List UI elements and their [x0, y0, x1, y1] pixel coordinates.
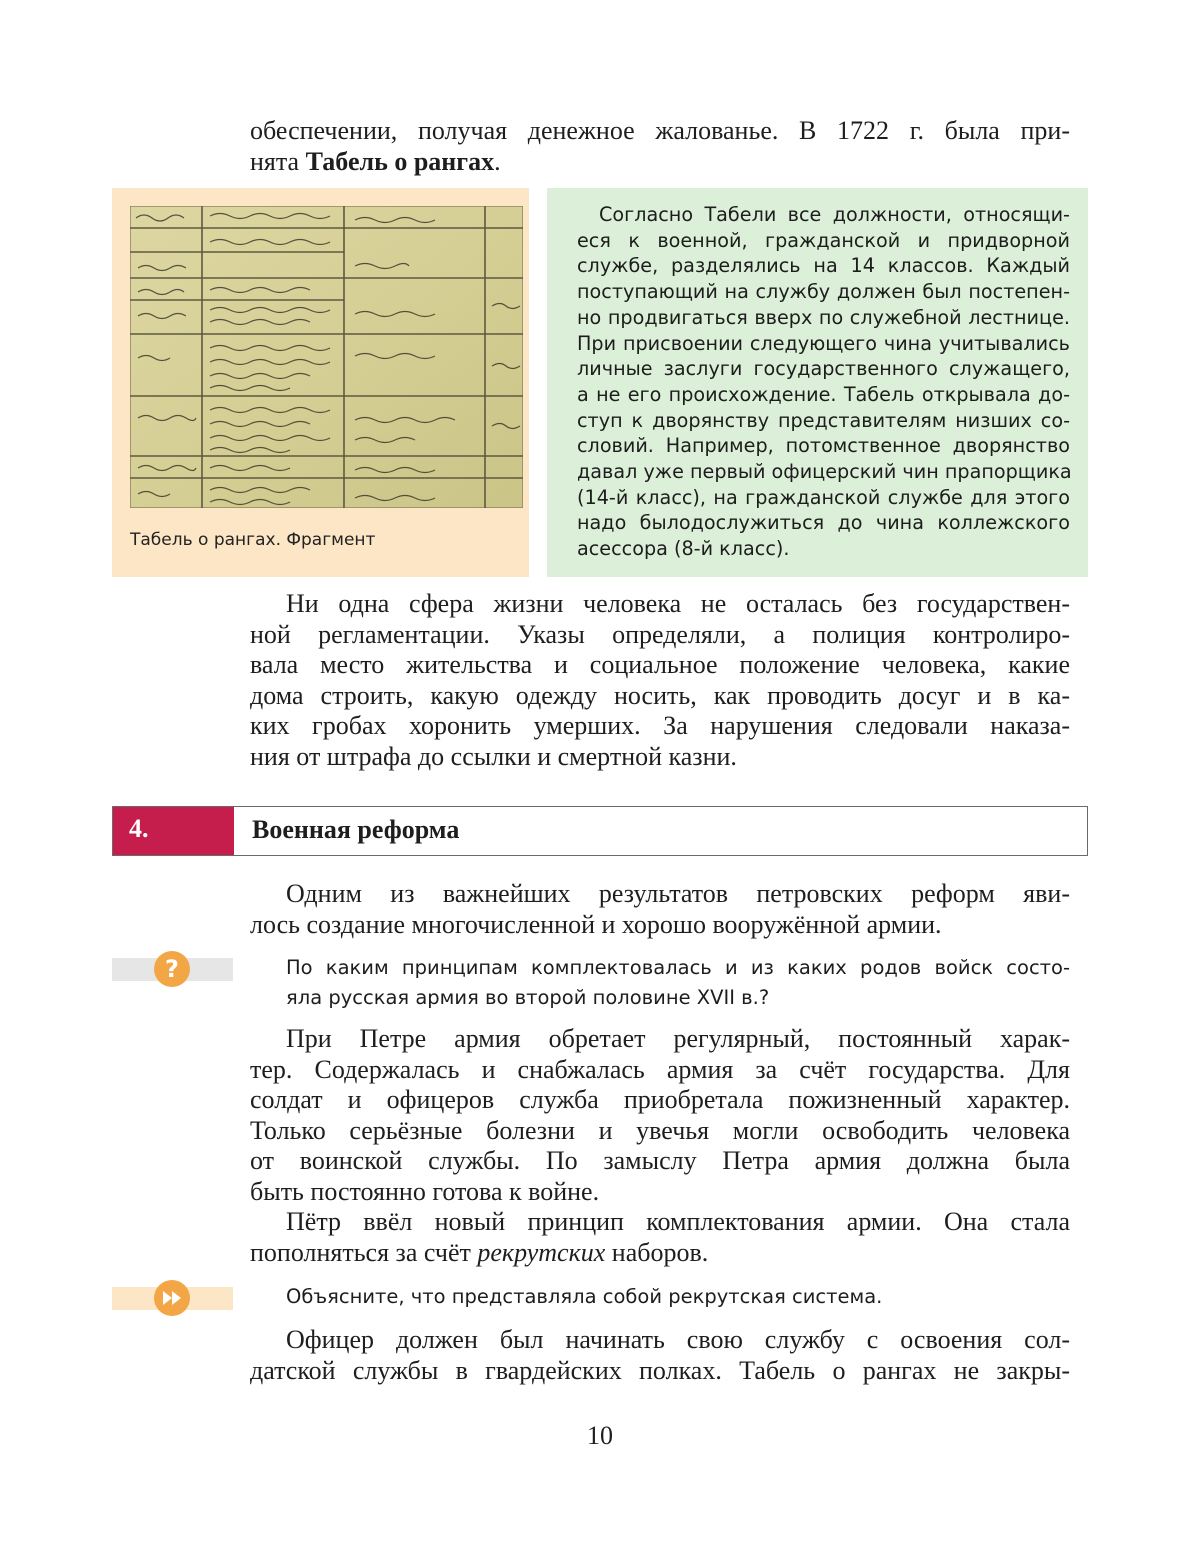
section-number: 4.: [113, 807, 234, 855]
text-line: Офицер должен был начинать свою службу с освоения сол-: [286, 1325, 1070, 1354]
text-line: от воинской службы. По замыслу Петра армия должна была: [250, 1146, 1070, 1175]
question-marker: [112, 955, 233, 983]
info-text: [577, 202, 1070, 562]
info-box: [547, 188, 1088, 577]
paragraph-regular-army: [250, 1024, 1070, 1268]
info-line: надо былодослужиться до чина коллежского: [577, 511, 1070, 535]
paragraph-regulation: [250, 589, 1070, 772]
info-line: При присвоении следующего чина учитывались: [577, 331, 1070, 355]
info-line: (14-й класс), на гражданской службе для этого: [577, 485, 1070, 509]
section-title: Военная реформа: [252, 815, 460, 844]
text-line: вала место жительства и социальное положение человека, какие: [250, 650, 1070, 679]
info-line: но продвигаться вверх по служебной лестнице.: [577, 305, 1070, 329]
text-line: лось создание многочисленной и хорошо вооружённой армии.: [250, 909, 942, 939]
figure-box: [112, 188, 529, 577]
text-line: дома строить, какую одежду носить, как проводить досуг и в ка-: [250, 680, 1070, 710]
text-line: По каким принципам комплектовалась и из каких родов войск состо-: [286, 956, 1070, 979]
text-fragment: нята: [250, 146, 306, 176]
task-marker: [112, 1287, 233, 1310]
text-line: обеспечении, получая денежное жалованье. В 1722 г. была при-: [250, 116, 1070, 145]
text-line: Только серьёзные болезни и увечья могли освободить человека: [250, 1115, 1070, 1145]
term-italic: рекрутских: [477, 1237, 606, 1267]
text-line: ной регламентации. Указы определяли, а полиция контролиро-: [250, 619, 1070, 649]
fast-forward-icon: [154, 1280, 190, 1316]
info-line: еся к военной, гражданской и придворной: [577, 228, 1070, 252]
info-line: поступающий на службу должен был постепен-: [577, 280, 1070, 304]
text-line: ких гробах хоронить умерших. За нарушения следовали наказа-: [250, 711, 1070, 740]
info-line: службе, разделялись на 14 классов. Каждый: [577, 254, 1070, 278]
question-icon: ?: [154, 951, 190, 987]
task-text: [286, 1282, 1070, 1312]
text-line: Ни одна сфера жизни человека не осталась без государствен-: [286, 589, 1070, 618]
paragraph-officer: [250, 1325, 1070, 1386]
text-line: датской службы в гвардейских полках. Табель о рангах не закры-: [250, 1355, 1070, 1385]
text-line: быть постоянно готова к войне.: [250, 1176, 600, 1206]
info-line: асессора (8-й класс).: [577, 537, 790, 561]
text-fragment: пополняться за счёт: [250, 1237, 478, 1267]
text-line: ния от штрафа до ссылки и смертной казни.: [250, 741, 737, 771]
figure-caption: Табель о рангах. Фрагмент: [130, 530, 376, 550]
question-text: [286, 953, 1070, 1013]
text-line: Одним из важнейших результатов петровских реформ яви-: [286, 879, 1070, 908]
info-line: личные заслуги государственного служащего,: [577, 357, 1070, 381]
text-line: Объясните, что представляла собой рекрутская система.: [286, 1285, 883, 1308]
intro-paragraph: [250, 116, 1070, 177]
text-line: При Петре армия обретает регулярный, постоянный харак-: [286, 1024, 1070, 1053]
info-line: давал уже первый офицерский чин прапорщика: [577, 460, 1072, 484]
info-line: а не его происхождение. Табель открывала до-: [577, 382, 1070, 406]
paragraph-army: [250, 879, 1070, 940]
info-line: Согласно Табели все должности, относящи-: [599, 203, 1070, 226]
text-line: Пётр ввёл новый принцип комплектования армии. Она стала: [286, 1207, 1070, 1236]
text-line: тер. Содержалась и снабжалась армия за счёт государства. Для: [250, 1054, 1070, 1084]
term-bold: Табель о рангах: [305, 146, 495, 176]
text-line: [250, 147, 1070, 178]
text-fragment: наборов.: [605, 1237, 709, 1267]
text-line: солдат и офицеров служба приобретала пожизненный характер.: [250, 1085, 1070, 1114]
info-line: ступ к дворянству представителям низших со-: [577, 408, 1070, 432]
section-header: [112, 806, 1088, 856]
table-of-ranks-image: [130, 206, 523, 508]
text-fragment: .: [494, 146, 501, 176]
text-line: [250, 1238, 1070, 1269]
page-number: 10: [587, 1421, 613, 1450]
info-line: словий. Например, потомственное дворянство: [577, 434, 1070, 458]
text-line: яла русская армия во второй половине XVII в.?: [286, 986, 770, 1009]
